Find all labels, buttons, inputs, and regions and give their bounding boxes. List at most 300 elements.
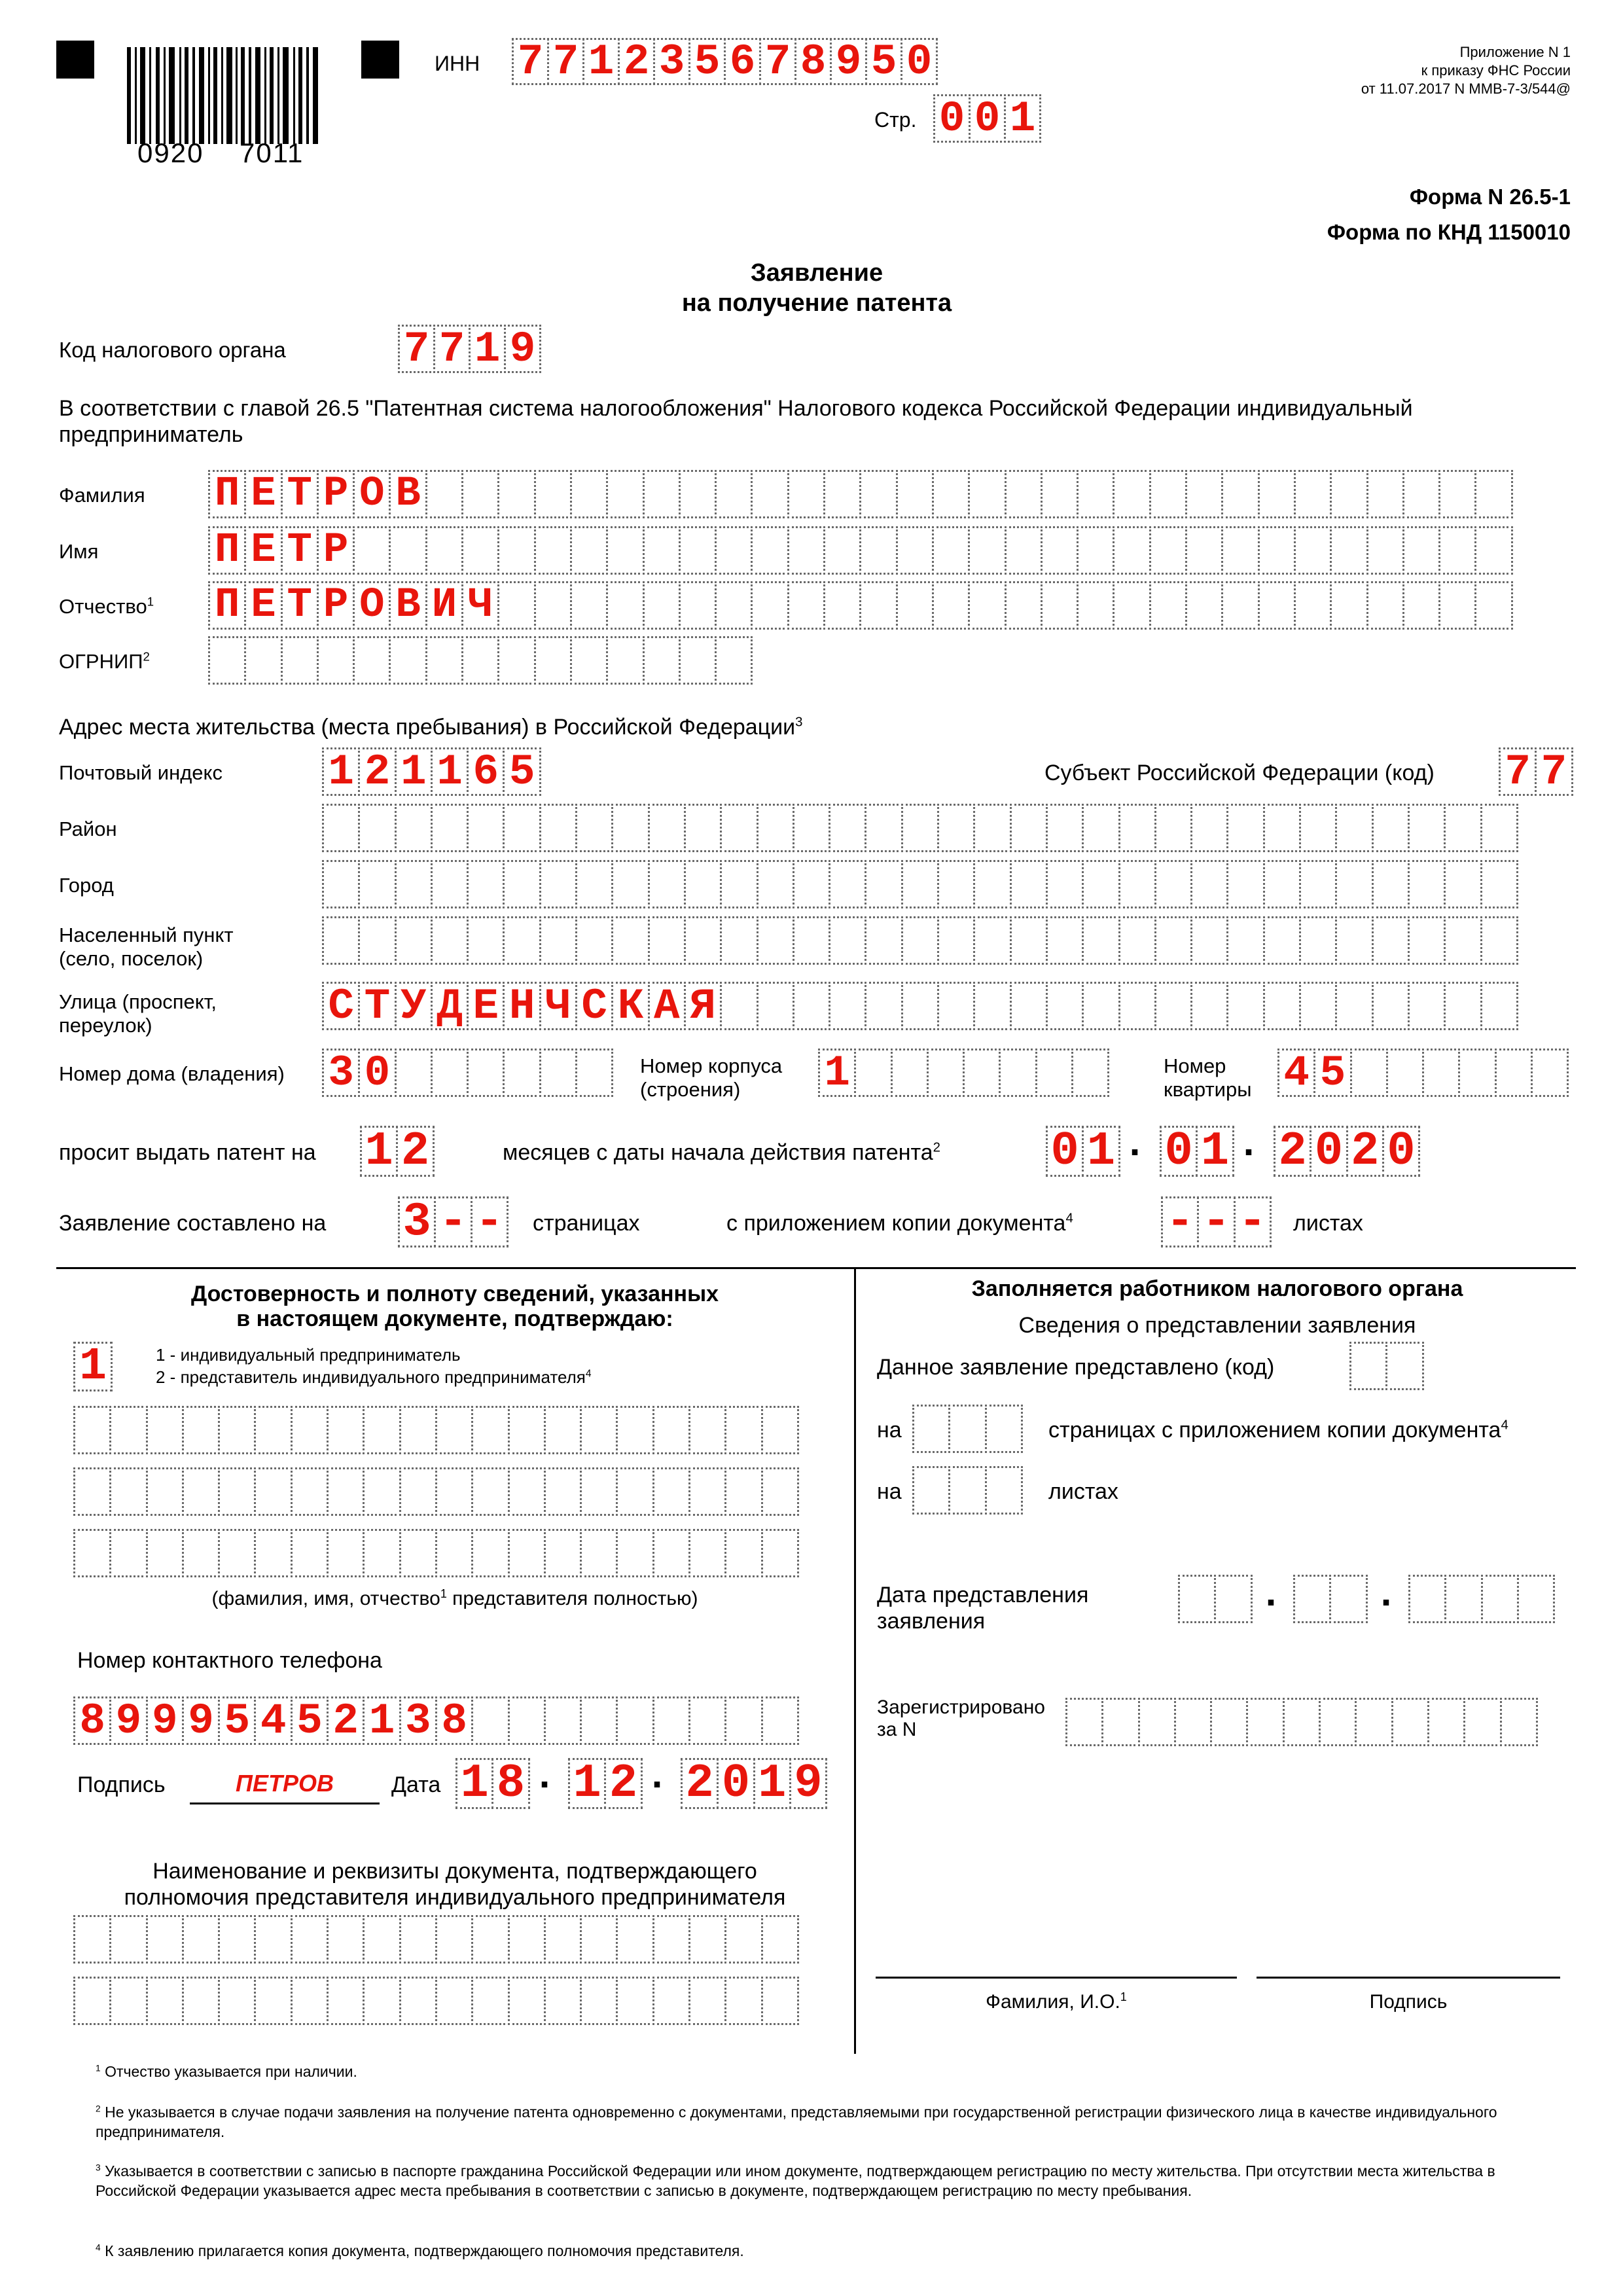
rep-name-line-2[interactable] [73, 1467, 799, 1516]
district-field-cell [1480, 804, 1518, 852]
date-separator: . [1122, 1123, 1147, 1168]
name-field-cell [1113, 526, 1150, 575]
start-year-field-cell: 2 [1274, 1126, 1311, 1177]
rep-name-line-2-cell [688, 1467, 726, 1516]
patronymic-field-cell: Ч [461, 581, 499, 630]
doc-line-2-cell [652, 1977, 690, 2025]
settlement-field-cell [1408, 916, 1446, 965]
attach-count-field-cell: - [1197, 1196, 1235, 1247]
building-field-cell [999, 1049, 1037, 1097]
doc-line-2-cell [146, 1977, 184, 2025]
flat-field-cell [1495, 1049, 1533, 1097]
name-field-cell [1258, 526, 1296, 575]
postal-field-cell: 1 [431, 747, 469, 796]
settlement-field-cell [973, 916, 1011, 965]
flat-field-cell: 5 [1313, 1049, 1351, 1097]
confirm-code-field[interactable] [73, 1342, 113, 1391]
office-date-label-1: Дата представления [877, 1583, 1089, 1607]
doc-line-1-cell [399, 1915, 437, 1964]
office-pages-label: страницах с приложением копии документа$^4$ [1048, 1418, 1508, 1443]
option-2-text: 2 - представитель индивидуального предпринимателя [156, 1367, 586, 1387]
attach-label: с приложением копии документа$^4$ [726, 1211, 1073, 1236]
street-field-cell [973, 982, 1011, 1030]
rep-name-line-3-cell [218, 1529, 256, 1577]
name-field-cell [679, 526, 717, 575]
street-field-cell [757, 982, 794, 1030]
start-year-field-cell: 0 [1382, 1126, 1420, 1177]
submitted-code-field[interactable] [1349, 1342, 1424, 1390]
name-field-cell [1402, 526, 1440, 575]
phone-field-cell: 2 [327, 1696, 365, 1745]
doc-line-1-cell [291, 1915, 329, 1964]
rep-name-line-2-cell [146, 1467, 184, 1516]
district-field-cell [503, 804, 541, 852]
district-field-cell [1372, 804, 1410, 852]
street-field-cell [829, 982, 866, 1030]
city-field-cell [757, 860, 794, 908]
ogrnip-field[interactable] [208, 636, 753, 685]
phone-field-cell: 8 [435, 1696, 473, 1745]
rep-name-line-3-cell [254, 1529, 292, 1577]
city-field-cell [937, 860, 975, 908]
rep-name-line-2-cell [471, 1467, 509, 1516]
reg-number-field-cell [1319, 1698, 1357, 1746]
surname-field-cell [1330, 470, 1368, 518]
tax-authority-code-cell: 7 [433, 325, 471, 373]
street-field-cell: Я [684, 982, 722, 1030]
surname-field-cell: Т [281, 470, 319, 518]
pages-count-field-cell: - [471, 1196, 508, 1247]
barcode-number-right: 7011 [240, 137, 304, 168]
office-date-day[interactable] [1178, 1575, 1253, 1623]
doc-line-1-cell [652, 1915, 690, 1964]
phone-field-cell [580, 1696, 618, 1745]
patronymic-field-cell: И [425, 581, 463, 630]
start-day-field[interactable] [1046, 1126, 1120, 1177]
sign-date-label: Дата [391, 1772, 441, 1797]
tax-authority-code-cell: 9 [504, 325, 541, 373]
inn-field-cell: 2 [618, 38, 655, 85]
name-label: Имя [59, 540, 99, 563]
surname-field-cell [1294, 470, 1332, 518]
settlement-field-cell [1335, 916, 1373, 965]
rep-name-line-3-cell [73, 1529, 111, 1577]
rep-name-line-2-cell [254, 1467, 292, 1516]
reg-number-field-cell [1500, 1698, 1538, 1746]
office-sign-caption: Подпись [1369, 1991, 1448, 2013]
settlement-field-cell [1118, 916, 1156, 965]
patronymic-field-cell [932, 581, 970, 630]
patronymic-field-cell [570, 581, 608, 630]
city-field-cell [901, 860, 939, 908]
street-field-cell [1154, 982, 1192, 1030]
doc-line-2-cell [724, 1977, 762, 2025]
rep-name-line-2-cell [435, 1467, 473, 1516]
document-title: Заявление [750, 259, 883, 287]
settlement-field-cell [467, 916, 505, 965]
district-field-cell [467, 804, 505, 852]
surname-field-cell [896, 470, 934, 518]
patronymic-field-cell [1366, 581, 1404, 630]
city-field-cell [1444, 860, 1482, 908]
doc-line-2-cell [688, 1977, 726, 2025]
form-knd: Форма по КНД 1150010 [1327, 220, 1571, 244]
building-field[interactable] [818, 1049, 1109, 1097]
start-day-field-cell: 0 [1046, 1126, 1084, 1177]
name-field-cell [497, 526, 535, 575]
city-field-cell [648, 860, 686, 908]
flat-field-cell [1386, 1049, 1424, 1097]
name-field-cell [570, 526, 608, 575]
flat-field[interactable] [1277, 1049, 1569, 1097]
doc-line-1-cell [182, 1915, 220, 1964]
doc-line-1[interactable] [73, 1915, 799, 1964]
attach-count-field[interactable] [1161, 1196, 1272, 1247]
rep-name-line-1-cell [761, 1406, 799, 1454]
postal-field[interactable] [322, 747, 541, 796]
rep-name-line-3-cell [291, 1529, 329, 1577]
office-date-month[interactable] [1293, 1575, 1368, 1623]
settlement-field-cell [720, 916, 758, 965]
street-field-cell [1444, 982, 1482, 1030]
doc-line-2-cell [109, 1977, 147, 2025]
start-month-field-cell: 1 [1196, 1126, 1234, 1177]
street-field-cell: Д [431, 982, 469, 1030]
sign-month-field[interactable] [568, 1758, 643, 1809]
rep-name-line-3-cell [182, 1529, 220, 1577]
rep-name-line-3-cell [363, 1529, 401, 1577]
city-field-cell [1372, 860, 1410, 908]
street-field-cell [1372, 982, 1410, 1030]
district-field-cell [1154, 804, 1192, 852]
inn-field[interactable] [512, 38, 938, 85]
doc-heading-2: полномочия представителя индивидуального предпринимателя [124, 1885, 786, 1910]
rep-name-line-3-cell [580, 1529, 618, 1577]
ogrnip-field-cell [534, 636, 572, 685]
page-field[interactable] [933, 94, 1041, 143]
page-field-cell: 0 [933, 94, 971, 143]
street-field-cell [1046, 982, 1084, 1030]
patronymic-field[interactable] [208, 581, 1513, 630]
ogrnip-field-cell [353, 636, 391, 685]
column-divider [854, 1267, 856, 2054]
office-pages-field-cell [948, 1405, 986, 1453]
office-on-label-2: на [877, 1479, 902, 1504]
months-field-cell: 2 [396, 1126, 434, 1177]
street-field-cell [937, 982, 975, 1030]
district-field-cell [1082, 804, 1120, 852]
patronymic-field-cell [1474, 581, 1512, 630]
rep-name-line-3-cell [761, 1529, 799, 1577]
phone-field-cell [724, 1696, 762, 1745]
doc-line-2-cell [254, 1977, 292, 2025]
rep-name-line-2-cell [291, 1467, 329, 1516]
request-label: просит выдать патент на [59, 1140, 316, 1165]
surname-field-cell [534, 470, 572, 518]
ogrnip-field-cell [208, 636, 246, 685]
doc-line-1-cell [363, 1915, 401, 1964]
months-field[interactable] [360, 1126, 435, 1177]
street-label-1: Улица (проспект, [59, 990, 217, 1013]
rep-name-caption: (фамилия, имя, отчество$^1$ представителя полностью) [211, 1587, 698, 1609]
phone-field-cell [652, 1696, 690, 1745]
ogrnip-field-cell [715, 636, 753, 685]
settlement-field-cell [1226, 916, 1264, 965]
patronymic-field-cell [751, 581, 789, 630]
street-field-cell [1408, 982, 1446, 1030]
ogrnip-field-cell [570, 636, 608, 685]
name-field-cell [643, 526, 681, 575]
city-field-cell [575, 860, 613, 908]
street-field[interactable] [322, 982, 1518, 1030]
doc-line-2-cell [471, 1977, 509, 2025]
footnote-4: $^4$ К заявлению прилагается копия документа, подтверждающего полномочия представителя. [96, 2242, 744, 2259]
pages-word: страницах [533, 1211, 640, 1236]
page-field-cell: 1 [1004, 94, 1041, 143]
tax-authority-code-cell: 1 [469, 325, 506, 373]
start-month-field[interactable] [1160, 1126, 1234, 1177]
surname-field-cell [1402, 470, 1440, 518]
ogrnip-field-cell [679, 636, 717, 685]
rep-name-line-1-cell [327, 1406, 365, 1454]
footnote-4-text: К заявлению прилагается копия документа, подтверждающего полномочия представителя. [105, 2242, 744, 2259]
office-sheets-field[interactable] [912, 1466, 1023, 1515]
pages-count-field-cell: 3 [398, 1196, 436, 1247]
surname-field-cell [823, 470, 861, 518]
option-2: 2 - представитель индивидуального предпринимателя$^4$ [156, 1367, 592, 1387]
name-field-cell [1474, 526, 1512, 575]
fio-caption: Фамилия, И.О.$^1$ [986, 1990, 1127, 2013]
office-pages-field[interactable] [912, 1405, 1023, 1453]
reg-number-field-cell [1174, 1698, 1212, 1746]
phone-field-cell: 1 [363, 1696, 401, 1745]
flat-field-cell: 4 [1277, 1049, 1315, 1097]
settlement-field-cell [1082, 916, 1120, 965]
flat-label-1: Номер [1164, 1054, 1226, 1077]
district-field[interactable] [322, 804, 1518, 852]
rep-name-line-1[interactable] [73, 1406, 799, 1454]
phone-field-cell: 8 [73, 1696, 111, 1745]
city-field-cell [1335, 860, 1373, 908]
office-pages-field-cell [985, 1405, 1023, 1453]
reg-number-field[interactable] [1065, 1698, 1538, 1746]
doc-line-1-cell [435, 1915, 473, 1964]
name-field-cell [1294, 526, 1332, 575]
rep-name-line-2-cell [652, 1467, 690, 1516]
doc-line-2-cell [327, 1977, 365, 2025]
street-field-cell: Ч [539, 982, 577, 1030]
reg-number-field-cell [1138, 1698, 1176, 1746]
phone-field-cell [471, 1696, 509, 1745]
date-separator: . [1374, 1573, 1398, 1618]
district-field-cell [1118, 804, 1156, 852]
house-field-cell: 3 [322, 1049, 360, 1097]
rep-name-line-3-cell [109, 1529, 147, 1577]
rep-name-line-1-cell [688, 1406, 726, 1454]
surname-field-cell: О [353, 470, 391, 518]
ogrnip-field-cell [461, 636, 499, 685]
name-field[interactable] [208, 526, 1513, 575]
rep-name-line-1-cell [724, 1406, 762, 1454]
patronymic-field-cell [1113, 581, 1150, 630]
tax-authority-code-cell: 7 [398, 325, 435, 373]
inn-field-cell: 5 [688, 38, 726, 85]
city-field-cell [1010, 860, 1048, 908]
start-year-field-cell: 2 [1346, 1126, 1384, 1177]
appendix-line-3: от 11.07.2017 N ММВ-7-3/544@ [1361, 81, 1571, 97]
street-field-cell [793, 982, 830, 1030]
surname-field-cell [425, 470, 463, 518]
months-field-cell: 1 [360, 1126, 398, 1177]
city-field-cell [503, 860, 541, 908]
surname-field-cell [859, 470, 897, 518]
start-year-field[interactable] [1274, 1126, 1420, 1177]
house-field[interactable] [322, 1049, 613, 1097]
corner-marker-left [56, 41, 94, 79]
phone-field-cell [544, 1696, 582, 1745]
surname-field-cell [1005, 470, 1043, 518]
pages-label: Заявление составлено на [59, 1211, 327, 1236]
postal-field-cell: 1 [395, 747, 433, 796]
reg-number-field-cell [1391, 1698, 1429, 1746]
patronymic-field-cell [896, 581, 934, 630]
office-date-label-2: заявления [877, 1609, 986, 1634]
name-field-cell: Т [281, 526, 319, 575]
rep-name-line-2-cell [724, 1467, 762, 1516]
confirm-heading-1: Достоверность и полноту сведений, указанных [190, 1282, 719, 1306]
patronymic-field-cell: П [208, 581, 246, 630]
name-field-cell [715, 526, 753, 575]
office-date-year-cell [1517, 1575, 1555, 1623]
inn-field-cell: 6 [724, 38, 761, 85]
building-field-cell [1071, 1049, 1109, 1097]
doc-line-1-cell [327, 1915, 365, 1964]
sign-year-field[interactable] [681, 1758, 827, 1809]
rep-name-line-1-cell [435, 1406, 473, 1454]
name-field-cell [896, 526, 934, 575]
surname-field-cell [1185, 470, 1223, 518]
surname-field-cell [1258, 470, 1296, 518]
reg-number-field-cell [1463, 1698, 1501, 1746]
name-field-cell [1005, 526, 1043, 575]
rep-name-line-1-cell [109, 1406, 147, 1454]
district-field-cell [1335, 804, 1373, 852]
rep-name-line-2-cell [363, 1467, 401, 1516]
city-field-cell [1082, 860, 1120, 908]
city-field-cell [322, 860, 360, 908]
patronymic-field-cell [1041, 581, 1079, 630]
page-label: Стр. [874, 108, 917, 132]
district-field-cell [358, 804, 396, 852]
reg-number-field-cell [1210, 1698, 1248, 1746]
date-separator: . [645, 1755, 669, 1800]
name-field-cell [353, 526, 391, 575]
name-field-cell [1366, 526, 1404, 575]
rep-caption-b: представителя полностью) [446, 1588, 698, 1609]
settlement-field-cell [611, 916, 649, 965]
sign-day-field[interactable] [455, 1758, 530, 1809]
district-field-cell [1263, 804, 1301, 852]
submitted-label: Данное заявление представлено (код) [877, 1355, 1275, 1380]
settlement-field[interactable] [322, 916, 1518, 965]
rep-name-line-1-cell [471, 1406, 509, 1454]
intro-text: В соответствии с главой 26.5 "Патентная система налогообложения" Налогового кодекса Российской Федерации индивидуальный предприниматель [59, 396, 1413, 447]
surname-field-cell [751, 470, 789, 518]
sign-month-field-cell: 2 [604, 1758, 642, 1809]
street-field-cell [720, 982, 758, 1030]
rep-name-line-3-cell [616, 1529, 654, 1577]
street-field-cell [1190, 982, 1228, 1030]
start-day-field-cell: 1 [1082, 1126, 1120, 1177]
district-field-cell [865, 804, 902, 852]
name-field-cell [1438, 526, 1476, 575]
start-month-field-cell: 0 [1160, 1126, 1198, 1177]
district-field-cell [1046, 804, 1084, 852]
patronymic-field-cell [679, 581, 717, 630]
patronymic-field-cell [606, 581, 644, 630]
city-field-cell [973, 860, 1011, 908]
doc-line-1-cell [146, 1915, 184, 1964]
street-field-cell: К [611, 982, 649, 1030]
doc-line-2-cell [616, 1977, 654, 2025]
footnote-1: $^1$ Отчество указывается при наличии. [96, 2063, 357, 2080]
reg-number-field-cell [1427, 1698, 1465, 1746]
settlement-field-cell [829, 916, 866, 965]
region-field[interactable] [1499, 747, 1573, 796]
patronymic-field-cell [859, 581, 897, 630]
pages-count-field[interactable] [398, 1196, 508, 1247]
phone-field-cell [761, 1696, 799, 1745]
settlement-field-cell [937, 916, 975, 965]
city-field[interactable] [322, 860, 1518, 908]
city-field-cell [1046, 860, 1084, 908]
inn-field-cell: 0 [901, 38, 938, 85]
settlement-field-cell [1480, 916, 1518, 965]
district-field-cell [901, 804, 939, 852]
rep-name-line-1-cell [146, 1406, 184, 1454]
office-date-year[interactable] [1408, 1575, 1555, 1623]
city-field-cell [395, 860, 433, 908]
document-subtitle: на получение патента [681, 289, 952, 317]
region-field-cell: 7 [1499, 747, 1537, 796]
name-field-cell [823, 526, 861, 575]
street-field-cell [901, 982, 939, 1030]
rep-name-line-2-cell [109, 1467, 147, 1516]
street-field-cell [1480, 982, 1518, 1030]
settlement-field-cell [648, 916, 686, 965]
city-field-cell [611, 860, 649, 908]
doc-line-2[interactable] [73, 1977, 799, 2025]
surname-field-cell [1474, 470, 1512, 518]
phone-field[interactable] [73, 1696, 799, 1745]
ogrnip-field-cell [281, 636, 319, 685]
name-field-cell: П [208, 526, 246, 575]
settlement-field-cell [358, 916, 396, 965]
surname-field[interactable] [208, 470, 1513, 518]
street-field-cell: С [575, 982, 613, 1030]
settlement-field-cell [684, 916, 722, 965]
city-field-cell [1299, 860, 1337, 908]
rep-name-line-2-cell [218, 1467, 256, 1516]
settlement-field-cell [1190, 916, 1228, 965]
footnote-3: $^3$ Указывается в соответствии с записью в паспорте гражданина Российской Федерации или ином документе, подтверждающем регистрацию по месту жительства. При отсутствии места жительства в Российской Федерации указывается адрес места пребывания в соответствии с записью в документе, подтверждающем регистрацию по месту пребывания. [96, 2162, 1495, 2199]
doc-line-2-cell [435, 1977, 473, 2025]
rep-name-line-3[interactable] [73, 1529, 799, 1577]
ogrnip-label: ОГРНИП$^2$ [59, 649, 150, 673]
flat-field-cell [1422, 1049, 1460, 1097]
office-sheets-field-cell [948, 1466, 986, 1515]
tax-authority-code[interactable] [398, 325, 541, 373]
